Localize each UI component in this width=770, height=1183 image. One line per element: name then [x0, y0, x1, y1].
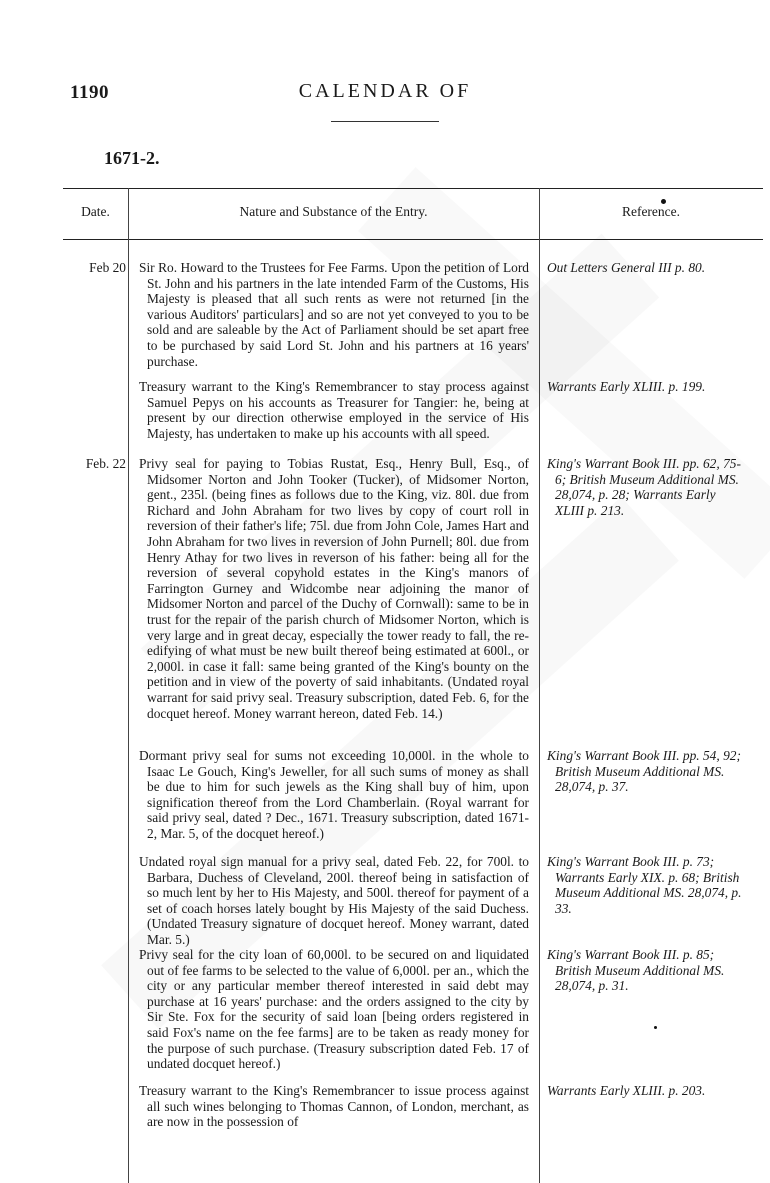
- entry-date: Feb 20: [89, 260, 126, 275]
- ink-spot: [661, 199, 666, 204]
- entry-date: Feb. 22: [85, 456, 126, 471]
- ink-spot: [654, 1026, 657, 1029]
- entry-text: Treasury warrant to the King's Remembrancer to issue process against all such wines belonging to Thomas Cannon, of London, merchant, as are now in the possession of: [139, 1083, 529, 1130]
- entry-text: Dormant privy seal for sums not exceeding 10,000l. in the whole to Isaac Le Gouch, King's Jeweller, for all such sums of money as shall be due to him for such jewels as the King shall buy of him, upon signification thereof from the Lord Chamberlain. (Royal warrant for said privy seal, dated ? Dec., 1671. Treasury subscription, dated 1671-2, Mar. 5, of the docquet hereof.): [139, 748, 529, 841]
- entry-reference: Warrants Early XLIII. p. 199.: [547, 379, 706, 394]
- year-heading: 1671-2.: [104, 148, 160, 168]
- column-header-date: Date.: [81, 204, 110, 219]
- entry-reference: King's Warrant Book III. p. 85; British Museum Additional MS. 28,074, p. 31.: [547, 947, 725, 994]
- entry-text: Sir Ro. Howard to the Trustees for Fee Farms. Upon the petition of Lord St. John and his partners in the late intended Farm of the Customs, His Majesty is pleased that all such rents as were not returned [in the various Auditors' particulars] and so are not yet conveyed to you to be sold and are saleable by the Act of Parliament should be set apart free to be purchased by said Lord St. John and his partners at 16 years' purchase.: [139, 260, 529, 369]
- table-top-rule: [63, 188, 763, 189]
- entry-text: Treasury warrant to the King's Remembrancer to stay process against Samuel Pepys on his accounts as Treasurer for Tangier: he, being at present by our direction otherwise employed in the service of His Majesty, has undertaken to make up his accounts with all speed.: [139, 379, 529, 441]
- entry-text: Privy seal for paying to Tobias Rustat, Esq., Henry Bull, Esq., of Midsomer Norton and John Tooker (Tucker), of Midsomer Norton, gent., 235l. (being fines as follows due to the King, viz. 80l. due from Richard and John Abraham for two lives by copy of court roll in reversion of their father's life; 75l. due from John Cole, James Hart and John Abraham for two lives in reversion of John Purnell; 80l. due from Henry Athay for two lives in reverson of his father: being all for the reversion of several copyhold estates in the King's manors of Farrington Gurney and Widcombe near adjoining the manor of Midsomer Norton and parcel of the Duchy of Cornwall): same to be in trust for the repair of the parish church of Midsomer Norton, which is very large and in great decay, especially the tower ready to fall, the re-edifying of what must be new built thereof being estimated at 600l., or 2,000l. in case it fall: same being granted of the King's bounty on the petition and in view of the poverty of said inhabitants. (Undated royal warrant for said privy seal. Treasury subscription, dated Feb. 6, for the docquet hereof. Money warrant hereon, dated Feb. 14.): [139, 456, 529, 721]
- column-header-reference: Reference.: [621, 204, 681, 219]
- entry-reference: Out Letters General III p. 80.: [547, 260, 706, 275]
- running-title: CALENDAR OF: [298, 80, 472, 102]
- entry-text: Undated royal sign manual for a privy seal, dated Feb. 22, for 700l. to Barbara, Duchess of Cleveland, 200l. thereof being in satisfaction of so much lent by her to His Majesty, and 500l. thereof for payment of a set of coach horses lately bought by His Majesty of the said Duchess. (Undated Treasury signature of docquet hereof. Money warrant, dated Mar. 5.): [139, 854, 529, 947]
- page-number: 1190: [70, 82, 109, 103]
- page-header: [0, 0, 770, 170]
- column-header-entry: Nature and Substance of the Entry.: [239, 204, 428, 219]
- title-rule: [331, 121, 439, 122]
- entry-text: Privy seal for the city loan of 60,000l. to be secured on and liquidated out of fee farms to be selected to the value of 6,000l. per an., which the city or any particular member thereof interested in said debt may purchase at 16 years' purchase: and the orders assigned to the city by Sir Ste. Fox for the security of said loan [being orders registered in said Fox's name on the fee farms] are to be taken as ready money for the purpose of such purchase. (Treasury subscription dated Feb. 17 of undated docquet hereof.): [139, 947, 529, 1072]
- header-bottom-rule: [63, 239, 763, 240]
- entry-reference: King's Warrant Book III. pp. 54, 92; British Museum Additional MS. 28,074, p. 37.: [547, 748, 741, 795]
- reference-column-divider: [539, 188, 540, 1183]
- calendar-table: [63, 188, 763, 1183]
- date-column-divider: [128, 188, 129, 1183]
- entry-reference: King's Warrant Book III. pp. 62, 75-6; British Museum Additional MS. 28,074, p. 28; Warrants Early XLIII p. 213.: [547, 456, 741, 518]
- entry-reference: Warrants Early XLIII. p. 203.: [547, 1083, 706, 1098]
- entry-reference: King's Warrant Book III. p. 73; Warrants Early XIX. p. 68; British Museum Additional MS. 28,074, p. 33.: [547, 854, 742, 916]
